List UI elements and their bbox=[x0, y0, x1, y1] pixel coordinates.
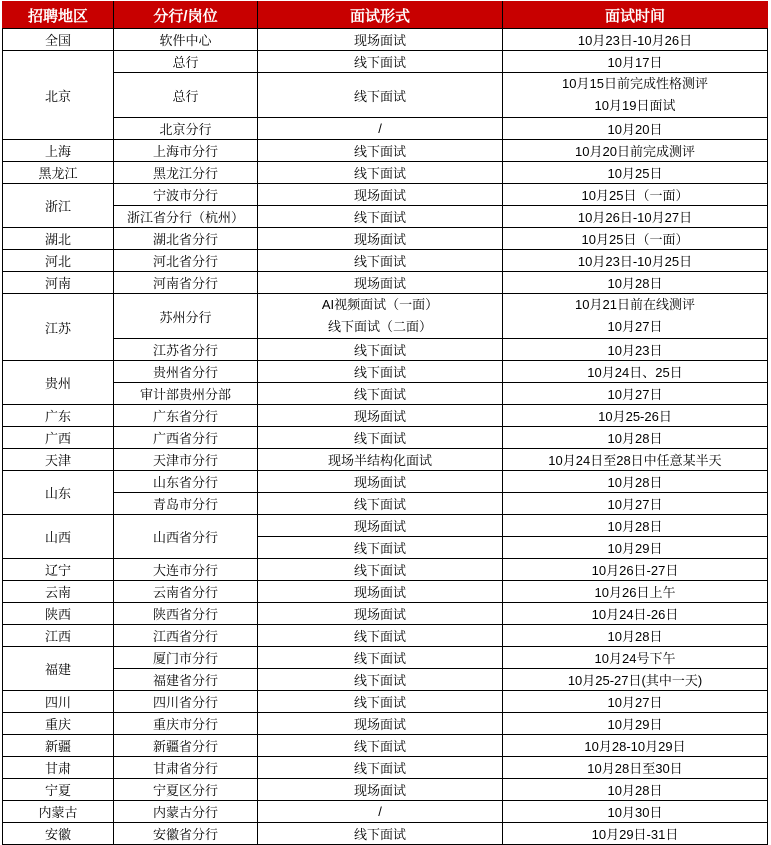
format-cell: 线下面试 bbox=[258, 647, 503, 669]
time-cell: 10月20日前完成测评 bbox=[503, 140, 768, 162]
region-cell: 内蒙古 bbox=[3, 801, 114, 823]
time-cell: 10月28日 bbox=[503, 272, 768, 294]
time-cell: 10月17日 bbox=[503, 51, 768, 73]
branch-cell: 浙江省分行（杭州） bbox=[114, 206, 258, 228]
region-cell: 山东 bbox=[3, 471, 114, 515]
table-row bbox=[3, 757, 768, 779]
format-cell: 线下面试 bbox=[258, 559, 503, 581]
branch-cell: 厦门市分行 bbox=[114, 647, 258, 669]
table-row bbox=[3, 427, 768, 449]
branch-cell: 贵州省分行 bbox=[114, 361, 258, 383]
format-cell: 线下面试 bbox=[258, 537, 503, 559]
format-cell: 线下面试 bbox=[258, 427, 503, 449]
time-cell-line: 10月19日面试 bbox=[594, 98, 676, 113]
table-row bbox=[3, 272, 768, 294]
table-row bbox=[3, 713, 768, 735]
table-row bbox=[3, 250, 768, 272]
format-cell: 现场面试 bbox=[258, 184, 503, 206]
time-cell: 10月23日 bbox=[503, 339, 768, 361]
time-cell: 10月23日-10月26日 bbox=[503, 29, 768, 51]
branch-cell: 重庆市分行 bbox=[114, 713, 258, 735]
region-cell: 河南 bbox=[3, 272, 114, 294]
time-cell: 10月24日-26日 bbox=[503, 603, 768, 625]
format-cell: 线下面试 bbox=[258, 73, 503, 118]
time-cell: 10月25日（一面） bbox=[503, 228, 768, 250]
time-cell: 10月28-10月29日 bbox=[503, 735, 768, 757]
time-cell: 10月27日 bbox=[503, 383, 768, 405]
table-row bbox=[3, 51, 768, 73]
branch-cell: 河南省分行 bbox=[114, 272, 258, 294]
region-cell: 上海 bbox=[3, 140, 114, 162]
branch-cell: 山东省分行 bbox=[114, 471, 258, 493]
region-cell: 福建 bbox=[3, 647, 114, 691]
format-cell: 线下面试 bbox=[258, 691, 503, 713]
time-cell: 10月25日 bbox=[503, 162, 768, 184]
time-cell: 10月28日 bbox=[503, 427, 768, 449]
format-cell: 现场面试 bbox=[258, 515, 503, 537]
format-cell: 线下面试 bbox=[258, 51, 503, 73]
format-cell bbox=[258, 294, 503, 339]
branch-cell: 天津市分行 bbox=[114, 449, 258, 471]
branch-cell: 大连市分行 bbox=[114, 559, 258, 581]
time-cell: 10月25-26日 bbox=[503, 405, 768, 427]
format-cell: 线下面试 bbox=[258, 735, 503, 757]
table-row bbox=[3, 669, 768, 691]
region-cell: 重庆 bbox=[3, 713, 114, 735]
format-cell: 现场面试 bbox=[258, 713, 503, 735]
region-cell: 山西 bbox=[3, 515, 114, 559]
branch-cell: 总行 bbox=[114, 73, 258, 118]
branch-cell: 苏州分行 bbox=[114, 294, 258, 339]
format-cell: 线下面试 bbox=[258, 757, 503, 779]
branch-cell: 上海市分行 bbox=[114, 140, 258, 162]
region-cell: 广西 bbox=[3, 427, 114, 449]
table-row bbox=[3, 823, 768, 845]
time-cell: 10月28日 bbox=[503, 779, 768, 801]
time-cell: 10月26日-10月27日 bbox=[503, 206, 768, 228]
region-cell: 全国 bbox=[3, 29, 114, 51]
time-cell: 10月26日-27日 bbox=[503, 559, 768, 581]
table-row bbox=[3, 339, 768, 361]
table-row bbox=[3, 73, 768, 118]
region-cell: 江苏 bbox=[3, 294, 114, 361]
branch-cell: 四川省分行 bbox=[114, 691, 258, 713]
branch-cell: 软件中心 bbox=[114, 29, 258, 51]
time-cell: 10月24日至28日中任意某半天 bbox=[503, 449, 768, 471]
branch-cell: 陕西省分行 bbox=[114, 603, 258, 625]
table-row bbox=[3, 206, 768, 228]
table-row bbox=[3, 581, 768, 603]
region-cell: 四川 bbox=[3, 691, 114, 713]
format-cell: / bbox=[258, 801, 503, 823]
branch-cell: 宁夏区分行 bbox=[114, 779, 258, 801]
time-cell: 10月28日 bbox=[503, 471, 768, 493]
format-cell: 线下面试 bbox=[258, 823, 503, 845]
format-cell: 现场面试 bbox=[258, 272, 503, 294]
table-row bbox=[3, 493, 768, 515]
format-cell: 线下面试 bbox=[258, 250, 503, 272]
table-header bbox=[3, 2, 768, 29]
table-row bbox=[3, 162, 768, 184]
format-cell: 现场面试 bbox=[258, 228, 503, 250]
branch-cell: 湖北省分行 bbox=[114, 228, 258, 250]
table-row bbox=[3, 184, 768, 206]
branch-cell: 新疆省分行 bbox=[114, 735, 258, 757]
branch-cell: 内蒙古分行 bbox=[114, 801, 258, 823]
time-cell: 10月25日（一面） bbox=[503, 184, 768, 206]
format-cell: 线下面试 bbox=[258, 140, 503, 162]
table-row bbox=[3, 515, 768, 537]
table-body bbox=[3, 29, 768, 845]
format-cell: 线下面试 bbox=[258, 206, 503, 228]
time-cell: 10月29日 bbox=[503, 713, 768, 735]
format-cell-line: 线下面试（二面） bbox=[327, 319, 432, 334]
format-cell: 现场半结构化面试 bbox=[258, 449, 503, 471]
time-cell-line: 10月21日前在线测评 bbox=[575, 297, 695, 312]
time-cell: 10月28日 bbox=[503, 625, 768, 647]
region-cell: 河北 bbox=[3, 250, 114, 272]
time-cell: 10月26日上午 bbox=[503, 581, 768, 603]
time-cell: 10月24号下午 bbox=[503, 647, 768, 669]
format-cell: 线下面试 bbox=[258, 361, 503, 383]
branch-cell: 北京分行 bbox=[114, 118, 258, 140]
table-row bbox=[3, 118, 768, 140]
time-cell: 10月29日-31日 bbox=[503, 823, 768, 845]
table-row bbox=[3, 801, 768, 823]
format-cell-line: AI视频面试（一面） bbox=[321, 297, 439, 312]
format-cell: 现场面试 bbox=[258, 29, 503, 51]
format-cell: 线下面试 bbox=[258, 383, 503, 405]
region-cell: 安徽 bbox=[3, 823, 114, 845]
branch-cell: 河北省分行 bbox=[114, 250, 258, 272]
time-cell: 10月29日 bbox=[503, 537, 768, 559]
branch-cell: 福建省分行 bbox=[114, 669, 258, 691]
time-cell: 10月27日 bbox=[503, 493, 768, 515]
branch-cell: 广西省分行 bbox=[114, 427, 258, 449]
region-cell: 陕西 bbox=[3, 603, 114, 625]
table-row bbox=[3, 625, 768, 647]
table-row bbox=[3, 405, 768, 427]
format-cell: 现场面试 bbox=[258, 779, 503, 801]
header-row bbox=[3, 2, 768, 29]
format-cell: 现场面试 bbox=[258, 603, 503, 625]
branch-cell: 云南省分行 bbox=[114, 581, 258, 603]
time-cell: 10月30日 bbox=[503, 801, 768, 823]
table-row bbox=[3, 29, 768, 51]
region-cell: 贵州 bbox=[3, 361, 114, 405]
branch-cell: 青岛市分行 bbox=[114, 493, 258, 515]
table-row bbox=[3, 140, 768, 162]
header-branch: 分行/岗位 bbox=[114, 2, 258, 29]
branch-cell: 安徽省分行 bbox=[114, 823, 258, 845]
region-cell: 江西 bbox=[3, 625, 114, 647]
region-cell: 云南 bbox=[3, 581, 114, 603]
time-cell bbox=[503, 294, 768, 339]
table-row bbox=[3, 449, 768, 471]
header-time: 面试时间 bbox=[503, 2, 768, 29]
time-cell: 10月24日、25日 bbox=[503, 361, 768, 383]
region-cell: 天津 bbox=[3, 449, 114, 471]
time-cell-line: 10月27日 bbox=[607, 319, 663, 334]
table-row bbox=[3, 383, 768, 405]
branch-cell: 黑龙江分行 bbox=[114, 162, 258, 184]
region-cell: 辽宁 bbox=[3, 559, 114, 581]
table-row bbox=[3, 294, 768, 339]
format-cell: 线下面试 bbox=[258, 339, 503, 361]
branch-cell: 审计部贵州分部 bbox=[114, 383, 258, 405]
time-cell: 10月27日 bbox=[503, 691, 768, 713]
region-cell: 黑龙江 bbox=[3, 162, 114, 184]
format-cell: 线下面试 bbox=[258, 625, 503, 647]
region-cell: 湖北 bbox=[3, 228, 114, 250]
region-cell: 宁夏 bbox=[3, 779, 114, 801]
format-cell: / bbox=[258, 118, 503, 140]
table-row bbox=[3, 647, 768, 669]
branch-cell: 甘肃省分行 bbox=[114, 757, 258, 779]
time-cell: 10月20日 bbox=[503, 118, 768, 140]
format-cell: 现场面试 bbox=[258, 581, 503, 603]
table-row bbox=[3, 228, 768, 250]
format-cell: 现场面试 bbox=[258, 405, 503, 427]
format-cell: 线下面试 bbox=[258, 669, 503, 691]
header-format: 面试形式 bbox=[258, 2, 503, 29]
time-cell: 10月28日 bbox=[503, 515, 768, 537]
time-cell: 10月25-27日(其中一天) bbox=[503, 669, 768, 691]
format-cell: 现场面试 bbox=[258, 471, 503, 493]
time-cell: 10月28日至30日 bbox=[503, 757, 768, 779]
table-row bbox=[3, 603, 768, 625]
time-cell-line: 10月15日前完成性格测评 bbox=[562, 76, 708, 91]
region-cell: 甘肃 bbox=[3, 757, 114, 779]
region-cell: 新疆 bbox=[3, 735, 114, 757]
branch-cell: 广东省分行 bbox=[114, 405, 258, 427]
branch-cell: 宁波市分行 bbox=[114, 184, 258, 206]
interview-schedule-table bbox=[2, 1, 768, 845]
table-row bbox=[3, 691, 768, 713]
time-cell bbox=[503, 73, 768, 118]
branch-cell: 山西省分行 bbox=[114, 515, 258, 559]
header-region: 招聘地区 bbox=[3, 2, 114, 29]
table-row bbox=[3, 559, 768, 581]
region-cell: 浙江 bbox=[3, 184, 114, 228]
table-row bbox=[3, 471, 768, 493]
table-row bbox=[3, 779, 768, 801]
branch-cell: 总行 bbox=[114, 51, 258, 73]
format-cell: 线下面试 bbox=[258, 162, 503, 184]
region-cell: 广东 bbox=[3, 405, 114, 427]
table-row bbox=[3, 361, 768, 383]
region-cell: 北京 bbox=[3, 51, 114, 140]
time-cell: 10月23日-10月25日 bbox=[503, 250, 768, 272]
branch-cell: 江苏省分行 bbox=[114, 339, 258, 361]
table-row bbox=[3, 735, 768, 757]
format-cell: 线下面试 bbox=[258, 493, 503, 515]
branch-cell: 江西省分行 bbox=[114, 625, 258, 647]
